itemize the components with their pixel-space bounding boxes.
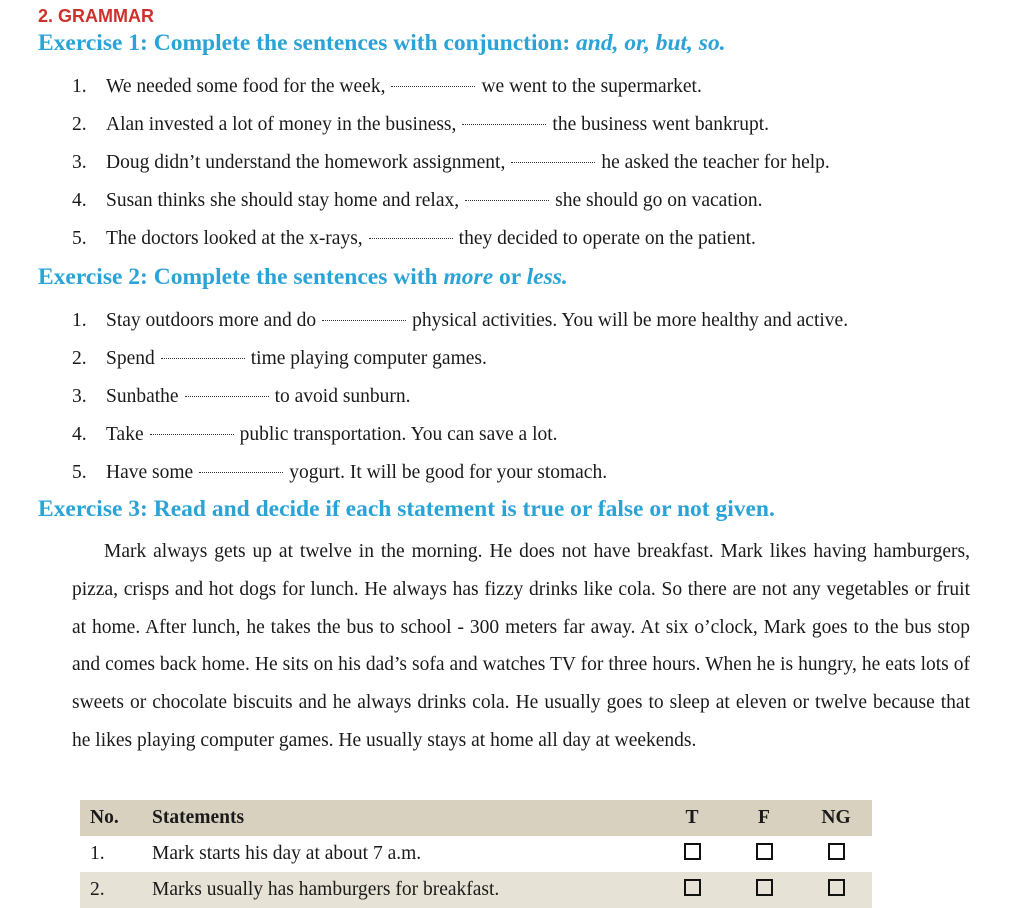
item-text-before: Spend — [106, 348, 155, 369]
item-text-before: The doctors looked at the x-rays, — [106, 228, 363, 249]
row-statement: Mark starts his day at about 7 a.m. — [152, 843, 422, 864]
item-text-before: Alan invested a lot of money in the business, — [106, 114, 457, 135]
table-header-row — [80, 800, 872, 836]
exercise2-heading-word-more: more — [443, 264, 494, 290]
row-number: 1. — [90, 843, 105, 864]
exercise1-item — [72, 144, 830, 182]
exercise3-heading: Exercise 3: Read and decide if each statement is true or false or not given. — [38, 496, 775, 522]
not-given-checkbox-cell — [800, 836, 872, 872]
answer-blank[interactable] — [150, 433, 234, 435]
false-checkbox[interactable] — [756, 843, 773, 860]
item-number: 3. — [72, 152, 87, 173]
item-text-after: public transportation. You can save a lot. — [239, 424, 558, 445]
item-text-before: Stay outdoors more and do — [106, 310, 317, 331]
section-title: 2. GRAMMAR — [38, 6, 154, 26]
true-checkbox[interactable] — [684, 843, 701, 860]
exercise1-item — [72, 182, 830, 220]
item-text-before: We needed some food for the week, — [106, 76, 386, 97]
true-checkbox[interactable] — [684, 879, 701, 896]
answer-blank[interactable] — [511, 161, 595, 163]
header-not-given: NG — [821, 807, 851, 828]
item-number: 4. — [72, 424, 87, 445]
item-number: 4. — [72, 190, 87, 211]
answer-blank[interactable] — [161, 357, 245, 359]
answer-blank[interactable] — [462, 123, 546, 125]
exercise2-item — [72, 340, 848, 378]
header-false: F — [758, 807, 770, 828]
exercise1-heading-prefix: Exercise 1: Complete the sentences with conjunction: — [38, 30, 577, 56]
false-checkbox[interactable] — [756, 879, 773, 896]
item-text-after: they decided to operate on the patient. — [458, 228, 756, 249]
answer-blank[interactable] — [185, 395, 269, 397]
answer-blank[interactable] — [465, 199, 549, 201]
exercise1-list — [72, 68, 830, 258]
item-number: 3. — [72, 386, 87, 407]
exercise1-item — [72, 220, 830, 258]
header-true: T — [685, 807, 699, 828]
exercise2-item — [72, 454, 848, 492]
reading-passage: Mark always gets up at twelve in the morning. He does not have breakfast. Mark likes having hamburgers, pizza, crisps and hot dogs for lunch. He always has fizzy drinks like cola. So there are not any vegetables or fruit at home. After lunch, he takes the bus to school - 300 meters far away. At six o’clock, Mark goes to the bus stop and comes back home. He sits on his dad’s sofa and watches TV for three hours. When he is hungry, he eats lots of sweets or chocolate biscuits and he always drinks cola. He usually goes to sleep at eleven or twelve because that he likes playing computer games. He usually stays at home all day at weekends. — [72, 541, 970, 751]
not-given-checkbox[interactable] — [828, 843, 845, 860]
exercise2-list — [72, 302, 848, 492]
exercise2-heading-word-less: less. — [526, 264, 568, 290]
item-text-before: Take — [106, 424, 144, 445]
item-text-after: to avoid sunburn. — [274, 386, 411, 407]
exercise1-item — [72, 106, 830, 144]
true-checkbox-cell — [656, 836, 728, 872]
item-text-before: Susan thinks she should stay home and relax, — [106, 190, 460, 211]
header-statements: Statements — [152, 807, 245, 828]
item-text-after: yogurt. It will be good for your stomach. — [289, 462, 608, 483]
item-text-after: the business went bankrupt. — [552, 114, 770, 135]
exercise2-heading-mid: or — [493, 264, 527, 290]
item-number: 2. — [72, 114, 87, 135]
table-row — [80, 836, 872, 872]
exercise1-item — [72, 68, 830, 106]
item-number: 5. — [72, 462, 87, 483]
statements-table — [80, 800, 872, 908]
answer-blank[interactable] — [391, 85, 475, 87]
exercise2-heading — [38, 264, 568, 291]
item-text-after: physical activities. You will be more healthy and active. — [412, 310, 849, 331]
item-number: 2. — [72, 348, 87, 369]
item-text-after: she should go on vacation. — [555, 190, 763, 211]
item-text-after: we went to the supermarket. — [481, 76, 702, 97]
item-text-before: Have some — [106, 462, 194, 483]
item-text-after: he asked the teacher for help. — [601, 152, 830, 173]
exercise2-heading-prefix: Exercise 2: Complete the sentences with — [38, 264, 444, 290]
exercise2-item — [72, 416, 848, 454]
answer-blank[interactable] — [199, 471, 283, 473]
exercise2-item — [72, 378, 848, 416]
item-text-before: Doug didn’t understand the homework assignment, — [106, 152, 506, 173]
not-given-checkbox[interactable] — [828, 879, 845, 896]
item-text-after: time playing computer games. — [250, 348, 487, 369]
item-text-before: Sunbathe — [106, 386, 179, 407]
item-number: 1. — [72, 76, 87, 97]
answer-blank[interactable] — [369, 237, 453, 239]
answer-blank[interactable] — [322, 319, 406, 321]
header-no: No. — [90, 807, 119, 828]
item-number: 5. — [72, 228, 87, 249]
row-number: 2. — [90, 879, 105, 900]
row-statement: Marks usually has hamburgers for breakfast. — [152, 879, 500, 900]
exercise1-heading — [38, 30, 726, 57]
item-number: 1. — [72, 310, 87, 331]
false-checkbox-cell — [728, 836, 800, 872]
exercise1-heading-italic: and, or, but, so. — [576, 30, 726, 56]
exercise2-item — [72, 302, 848, 340]
